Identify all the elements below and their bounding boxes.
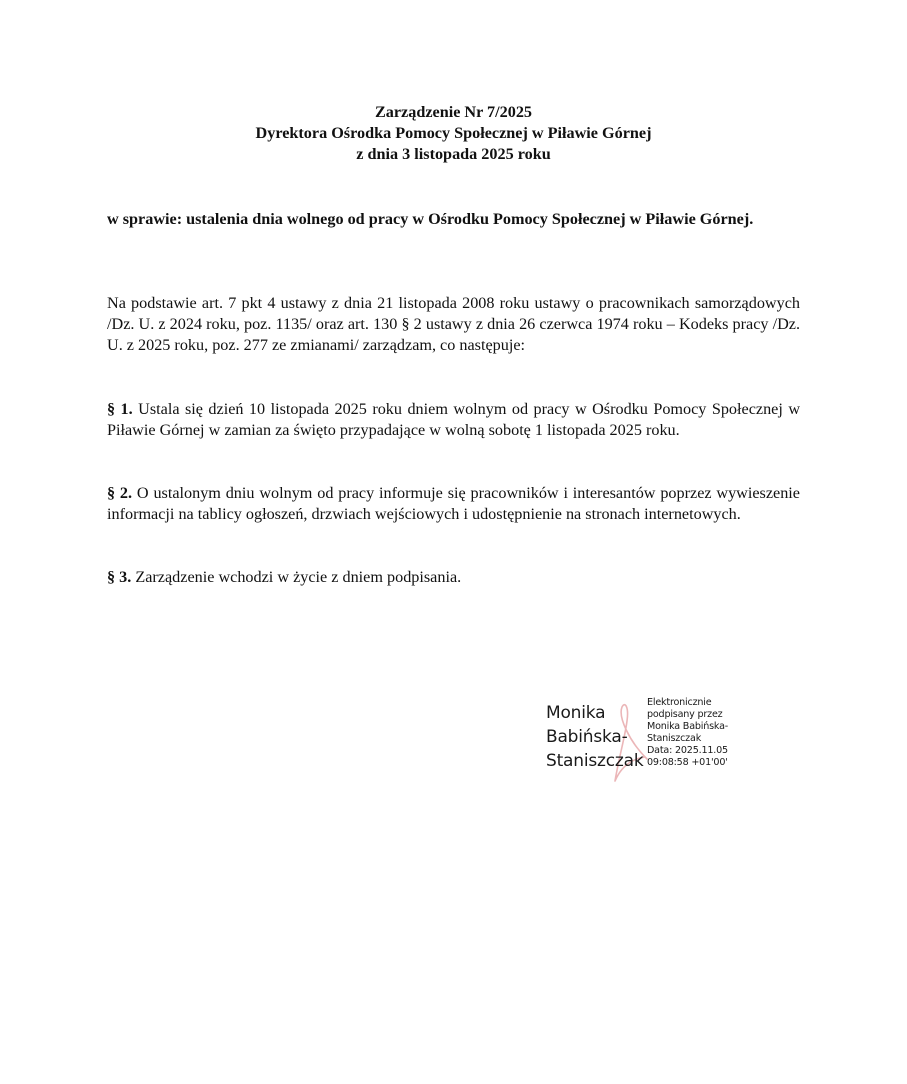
document-title: Zarządzenie Nr 7/2025 xyxy=(374,103,533,121)
signature-detail-line: Staniszczak xyxy=(647,733,702,744)
section-1 xyxy=(107,399,800,441)
signature-time-line: 09:08:58 +01'00' xyxy=(647,757,728,768)
signature-details xyxy=(647,697,728,769)
document-subject: w sprawie: ustalenia dnia wolnego od pracy w Ośrodku Pomocy Społecznej w Piławie Górnej. xyxy=(107,210,754,228)
document-issuer: Dyrektora Ośrodka Pomocy Społecznej w Piławie Górnej xyxy=(255,124,652,142)
electronic-signature-block[interactable] xyxy=(546,697,746,787)
section-number: § 1. xyxy=(107,400,133,418)
section-text: O ustalonym dniu wolnym od pracy informuje się pracowników i interesantów poprzez wywieszenie informacji na tablicy ogłoszeń, drzwiach wejściowych i udostępnienie na stronach internetowych. xyxy=(107,484,800,523)
section-3 xyxy=(107,567,800,588)
signer-name-line: Monika xyxy=(546,703,606,723)
signer-name xyxy=(546,701,643,773)
signature-date-line: Data: 2025.11.05 xyxy=(647,745,728,756)
section-number: § 2. xyxy=(107,484,133,502)
section-number: § 3. xyxy=(107,568,132,586)
document-date: z dnia 3 listopada 2025 roku xyxy=(356,145,551,163)
signature-detail-line: Monika Babińska- xyxy=(647,721,729,732)
document-header xyxy=(107,102,800,165)
signature-detail-line: Elektronicznie xyxy=(647,697,712,708)
section-text: Ustala się dzień 10 listopada 2025 roku dniem wolnym od pracy w Ośrodku Pomocy Społecznej w Piławie Górnej w zamian za święto przypadające w wolną sobotę 1 listopada 2025 roku. xyxy=(107,400,801,439)
signature-detail-line: podpisany przez xyxy=(647,709,723,720)
section-2 xyxy=(107,483,800,525)
legal-basis-paragraph: Na podstawie art. 7 pkt 4 ustawy z dnia 21 listopada 2008 roku ustawy o pracownikach samorządowych /Dz. U. z 2024 roku, poz. 1135/ oraz art. 130 § 2 ustawy z dnia 26 czerwca 1974 roku – Kodeks pracy /Dz. U. z 2025 roku, poz. 277 ze zmianami/ zarządzam, co następuje: xyxy=(107,294,800,354)
signer-name-line: Staniszczak xyxy=(546,751,644,771)
signer-name-line: Babińska- xyxy=(546,727,628,747)
section-text: Zarządzenie wchodzi w życie z dniem podpisania. xyxy=(131,568,462,586)
